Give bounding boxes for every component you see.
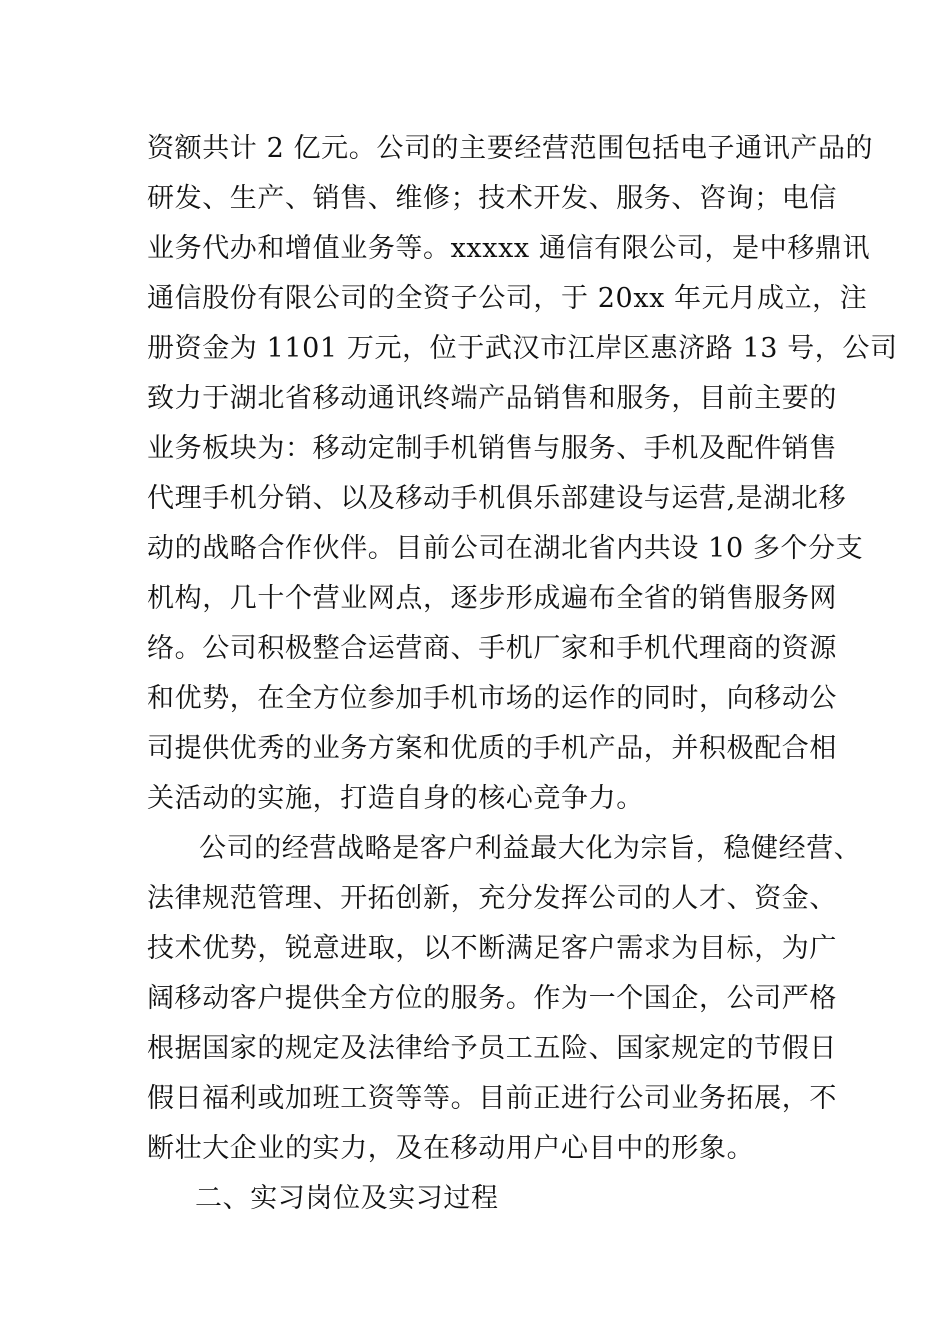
text-line: 司提供优秀的业务方案和优质的手机产品，并积极配合相 [147, 733, 837, 764]
text-line: 业务板块为：移动定制手机销售与服务、手机及配件销售 [147, 433, 837, 464]
text-line: 断壮大企业的实力，及在移动用户心目中的形象。 [147, 1133, 755, 1164]
text-line: 动的战略合作伙伴。目前公司在湖北省内共设 10 多个分支 [147, 533, 864, 564]
text-line: 公司的经营战略是客户利益最大化为宗旨，稳健经营、 [199, 833, 862, 864]
text-line: 根据国家的规定及法律给予员工五险、国家规定的节假日 [147, 1033, 837, 1064]
text-line: 和优势，在全方位参加手机市场的运作的同时，向移动公 [147, 683, 837, 714]
text-line: 机构，几十个营业网点，逐步形成遍布全省的销售服务网 [147, 583, 837, 614]
text-line: 络。公司积极整合运营商、手机厂家和手机代理商的资源 [147, 633, 837, 664]
text-line: 技术优势，锐意进取，以不断满足客户需求为目标，为广 [147, 933, 837, 964]
text-line: 资额共计 2 亿元。公司的主要经营范围包括电子通讯产品的 [147, 133, 874, 164]
section-heading: 二、实习岗位及实习过程 [195, 1183, 499, 1214]
text-line: 阔移动客户提供全方位的服务。作为一个国企，公司严格 [147, 983, 837, 1014]
text-line: 假日福利或加班工资等等。目前正进行公司业务拓展，不 [147, 1083, 837, 1114]
text-line: 法律规范管理、开拓创新，充分发挥公司的人才、资金、 [147, 883, 837, 914]
text-line: 代理手机分销、以及移动手机俱乐部建设与运营,是湖北移 [147, 483, 847, 514]
text-line: 册资金为 1101 万元，位于武汉市江岸区惠济路 13 号，公司 [147, 333, 898, 364]
text-line: 通信股份有限公司的全资子公司，于 20xx 年元月成立，注 [147, 283, 868, 314]
text-line: 研发、生产、销售、维修；技术开发、服务、咨询；电信 [147, 183, 837, 214]
text-line: 业务代办和增值业务等。xxxxx 通信有限公司，是中移鼎讯 [147, 233, 871, 264]
text-line: 致力于湖北省移动通讯终端产品销售和服务，目前主要的 [147, 383, 837, 414]
text-line: 关活动的实施，打造自身的核心竞争力。 [147, 783, 644, 814]
